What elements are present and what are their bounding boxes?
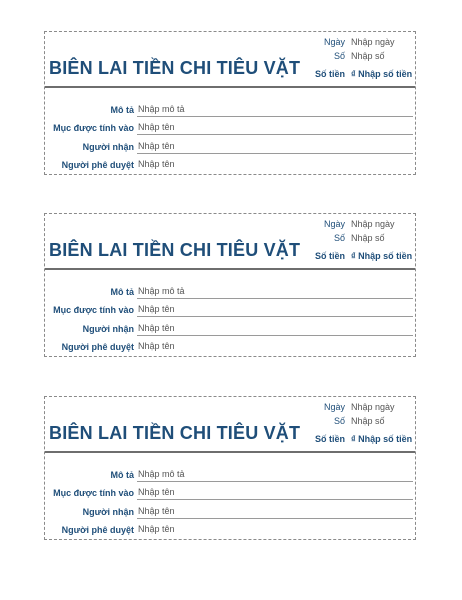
- receipt-3: [44, 396, 416, 540]
- receipt-title: BIÊN LAI TIỀN CHI TIÊU VẶT: [49, 423, 301, 443]
- approver-label: Người phê duyệt: [61, 160, 134, 170]
- amount-field[interactable]: ₫ Nhập số tiền: [351, 434, 413, 444]
- amount-row: [315, 434, 411, 444]
- date-row: [324, 219, 411, 229]
- field-row-approver: [45, 521, 415, 539]
- charged-to-field[interactable]: Nhập tên: [137, 121, 413, 135]
- description-label: Mô tả: [110, 470, 134, 480]
- divider: [45, 451, 415, 453]
- approver-field[interactable]: Nhập tên: [138, 524, 175, 534]
- divider: [45, 268, 415, 270]
- number-label: Số: [333, 416, 345, 426]
- field-row-description: [45, 466, 415, 484]
- number-row: [334, 416, 411, 426]
- receipt-title: BIÊN LAI TIỀN CHI TIÊU VẶT: [49, 240, 301, 260]
- number-field[interactable]: Nhập số: [351, 416, 385, 426]
- description-label: Mô tả: [110, 287, 134, 297]
- receipt-title: BIÊN LAI TIỀN CHI TIÊU VẶT: [49, 58, 301, 78]
- description-field[interactable]: Nhập mô tả: [137, 468, 413, 482]
- receipt-1: [44, 31, 416, 175]
- field-row-charged-to: [45, 119, 415, 137]
- amount-field[interactable]: ₫ Nhập số tiền: [351, 251, 413, 261]
- date-field[interactable]: Nhập ngày: [351, 37, 395, 47]
- number-row: [334, 233, 411, 243]
- date-field[interactable]: Nhập ngày: [351, 402, 395, 412]
- field-row-description: [45, 101, 415, 119]
- date-label: Ngày: [323, 402, 345, 412]
- recipient-label: Người nhận: [82, 324, 134, 334]
- number-label: Số: [333, 51, 345, 61]
- charged-to-field[interactable]: Nhập tên: [137, 303, 413, 317]
- amount-label: Số tiền: [314, 434, 345, 444]
- field-row-approver: [45, 156, 415, 174]
- description-field[interactable]: Nhập mô tả: [137, 285, 413, 299]
- charged-to-label: Mục được tính vào: [53, 305, 134, 315]
- charged-to-label: Mục được tính vào: [53, 488, 134, 498]
- date-row: [324, 402, 411, 412]
- approver-field[interactable]: Nhập tên: [138, 341, 175, 351]
- description-label: Mô tả: [110, 105, 134, 115]
- date-label: Ngày: [323, 219, 345, 229]
- field-row-recipient: [45, 503, 415, 521]
- recipient-field[interactable]: Nhập tên: [137, 322, 413, 336]
- date-label: Ngày: [323, 37, 345, 47]
- number-field[interactable]: Nhập số: [351, 51, 385, 61]
- charged-to-label: Mục được tính vào: [53, 123, 134, 133]
- recipient-field[interactable]: Nhập tên: [137, 140, 413, 154]
- date-field[interactable]: Nhập ngày: [351, 219, 395, 229]
- number-label: Số: [333, 233, 345, 243]
- field-row-approver: [45, 338, 415, 356]
- number-row: [334, 51, 411, 61]
- amount-field[interactable]: ₫ Nhập số tiền: [351, 69, 413, 79]
- date-row: [324, 37, 411, 47]
- amount-label: Số tiền: [314, 251, 345, 261]
- number-field[interactable]: Nhập số: [351, 233, 385, 243]
- recipient-label: Người nhận: [82, 507, 134, 517]
- divider: [45, 86, 415, 88]
- field-row-charged-to: [45, 301, 415, 319]
- approver-label: Người phê duyệt: [61, 525, 134, 535]
- field-row-recipient: [45, 320, 415, 338]
- amount-label: Số tiền: [314, 69, 345, 79]
- charged-to-field[interactable]: Nhập tên: [137, 486, 413, 500]
- approver-label: Người phê duyệt: [61, 342, 134, 352]
- field-row-recipient: [45, 138, 415, 156]
- field-row-description: [45, 283, 415, 301]
- approver-field[interactable]: Nhập tên: [138, 159, 175, 169]
- amount-row: [315, 251, 411, 261]
- field-row-charged-to: [45, 484, 415, 502]
- receipt-2: [44, 213, 416, 357]
- description-field[interactable]: Nhập mô tả: [137, 103, 413, 117]
- recipient-field[interactable]: Nhập tên: [137, 505, 413, 519]
- amount-row: [315, 69, 411, 79]
- recipient-label: Người nhận: [82, 142, 134, 152]
